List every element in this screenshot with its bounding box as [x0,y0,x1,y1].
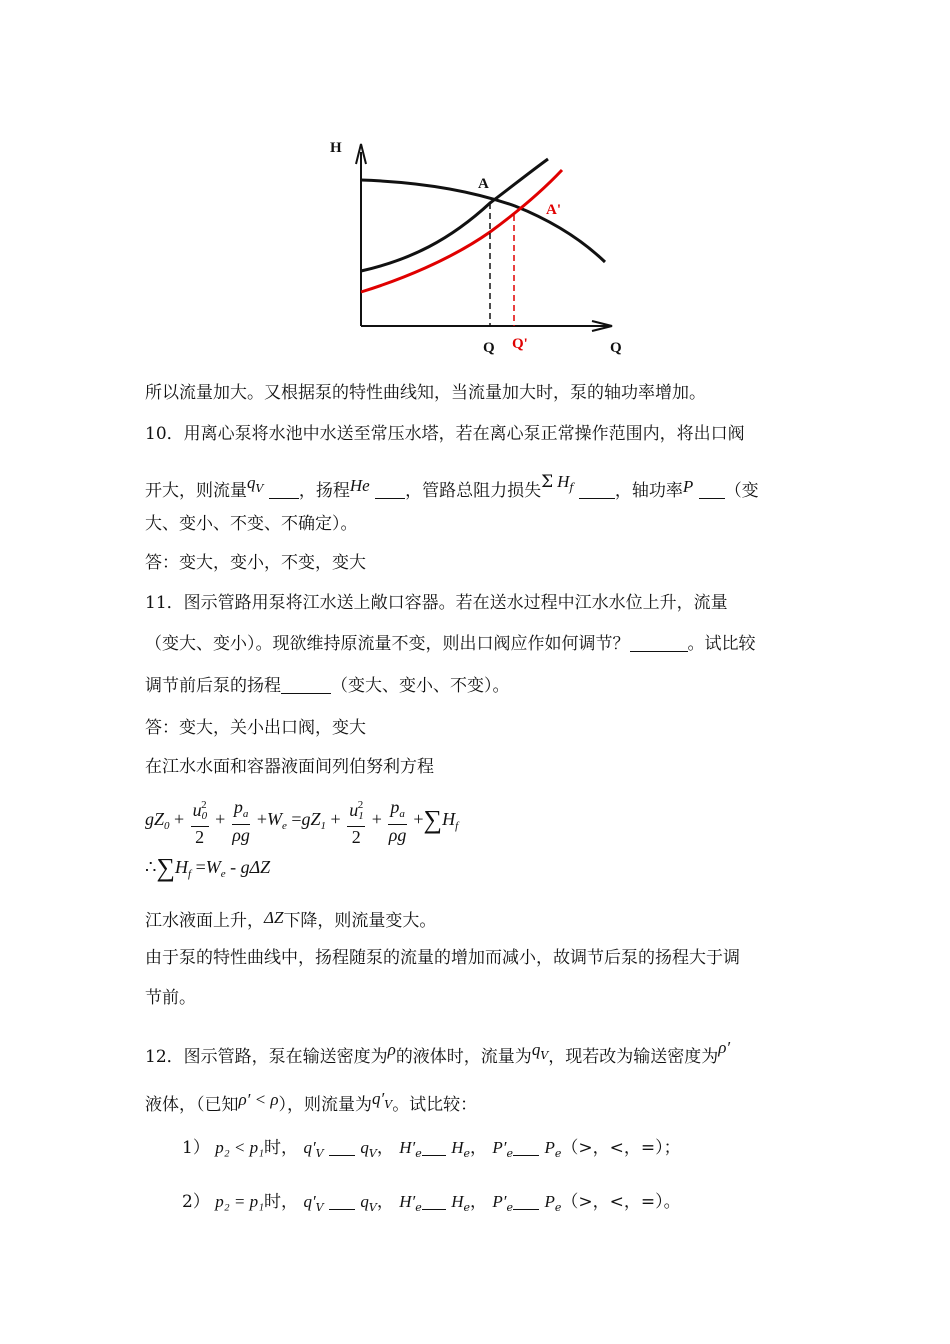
he: H [451,1192,464,1211]
eq-gz1: gZ [301,809,321,830]
pressure-condition: p₂ < p₁ [215,1138,265,1157]
blank-head-compare[interactable] [281,677,331,694]
dz-symbol: ΔZ [264,908,284,927]
hf-symbol: H [557,472,570,491]
eq-sub: f [188,868,192,880]
eq-rho-g: ρg [388,825,407,845]
q10-text: ，管路总阻力损失 [405,481,542,501]
q11-line2 [145,632,756,656]
q12-text: 的液体时，流量为 [395,1047,532,1067]
q12-line2 [145,1087,477,1117]
bernoulli-equation [145,795,458,847]
blank-case2-power[interactable] [513,1193,539,1210]
eq-p: p [233,797,243,817]
qv-symbol: q [247,473,256,492]
paragraph-conclusion: 所以流量加大。又根据泵的特性曲线知，当流量加大时，泵的轴功率增加。 [145,383,706,403]
q10-text: （变 [724,481,759,501]
qv: q [360,1138,369,1157]
eq-frac-pa2 [388,797,407,845]
eq-plus: + [174,809,185,830]
blank-head[interactable] [375,482,405,499]
blank-valve[interactable] [630,635,688,652]
q12-text: （>，<，=）。 [561,1192,681,1212]
q12-case1 [182,1136,681,1166]
blank-case1-power[interactable] [513,1139,539,1156]
eq-u: u [192,800,202,820]
eq-rho-g: ρg [232,825,250,845]
eq-sub: a [399,808,405,820]
q12-text: 时， [264,1192,299,1212]
pipe-curve-new [361,170,562,292]
eq-sigma: ∑ [423,805,443,835]
sub: V [315,1201,324,1214]
sub: e [506,1147,514,1160]
he-symbol: He [349,476,370,495]
blank-flow[interactable] [269,482,299,499]
q11-after2: 由于泵的特性曲线中，扬程随泵的流量的增加而减小，故调节后泵的扬程大于调 [145,948,740,968]
rho-symbol: ρ [387,1040,396,1059]
blank-case1-flow[interactable] [329,1139,355,1156]
eq-plus: + [330,809,341,830]
eq-sub: e [281,820,287,833]
blank-case1-head[interactable] [422,1139,446,1156]
eq-sub: 1 [320,820,327,833]
point-a-label: A [478,176,489,192]
blank-loss[interactable] [579,482,615,499]
q11-text: 江水液面上升， [145,911,264,931]
q12-text: ，现若改为输送密度为 [548,1047,719,1067]
sub: e [506,1201,514,1214]
qv-subscript: V [540,1049,549,1062]
q10-text: ，扬程 [298,481,350,501]
he-prime: H′ [399,1138,416,1157]
eq-gz0: gZ [145,809,165,830]
comma: ， [470,1192,487,1212]
qv-symbol: q [531,1040,541,1059]
sub: e [415,1147,422,1160]
q12-text: （>，<，=）； [561,1138,681,1158]
p-symbol: P [682,477,694,496]
eq-sup: 2 [201,799,207,811]
eq-sub: a [242,808,249,820]
hf-subscript: f [569,481,574,494]
q11-after3: 节前。 [145,988,196,1008]
rho-prime-symbol: ρ′ [718,1038,731,1057]
q11-text: 调节前后泵的扬程 [145,676,281,696]
q-prime-tick-label: Q' [512,336,528,352]
eq-plus: + [413,809,424,830]
eq-sub: 0 [201,810,208,822]
sigma-symbol: Σ [541,472,554,492]
eq-plus: + [215,809,226,830]
eq-gdz: gΔZ [240,857,271,877]
q12-text: 12．图示管路，泵在输送密度为 [145,1047,388,1067]
blank-power[interactable] [699,482,725,499]
eq-w: W [205,857,221,877]
pressure-condition: p₂ = p₁ [215,1192,265,1211]
eq-sub: 1 [358,810,364,822]
q11-after1 [145,906,436,933]
blank-case2-head[interactable] [422,1193,446,1210]
qv: q [360,1192,369,1211]
q11-line3 [145,674,510,698]
sub: e [463,1201,470,1214]
q12-text: 时， [264,1138,299,1158]
sub: e [463,1147,470,1160]
comma: ， [470,1138,487,1158]
eq-h: H [442,809,456,830]
eq-frac-pa [232,797,251,845]
q10-line1: 10．用离心泵将水池中水送至常压水塔，若在离心泵正常操作范围内，将出口阀 [145,424,745,444]
qv-subscript: V [384,1098,393,1111]
q11-text: （变大、变小、不变）。 [331,676,510,696]
density-condition: ρ′ < ρ [238,1090,279,1109]
eq-therefore: ∴ [145,857,157,877]
eq-two: 2 [351,827,361,847]
blank-case2-flow[interactable] [329,1193,355,1210]
q12-text: ），则流量为 [278,1095,373,1115]
bernoulli-intro: 在江水水面和容器液面间列伯努利方程 [145,757,434,777]
sub: V [368,1147,377,1160]
y-axis-label: H [330,140,342,156]
eq-frac-u1 [347,795,365,847]
he: H [451,1138,464,1157]
eq-u: u [349,800,359,820]
pump-he-curve [361,180,605,262]
qv-prime-symbol: q′ [372,1089,385,1108]
he-prime: H′ [399,1192,416,1211]
point-a-prime-label: A' [546,202,561,218]
x-axis-label: Q [610,340,622,356]
eq-equals: = [195,857,206,877]
qv-prime: q′ [303,1192,316,1211]
pe: P [544,1192,555,1211]
eq-two: 2 [195,827,205,847]
q12-text: 液体，（已知 [145,1095,239,1115]
q10-text: ，轴功率 [614,481,683,501]
q10-text: 开大，则流量 [145,481,247,501]
q12-line1 [145,1036,730,1069]
eq-sub: f [455,820,459,833]
eq-h: H [175,857,188,877]
q-tick-label: Q [483,340,495,356]
eq-sub: 0 [164,820,170,833]
case-label: 2） [182,1192,210,1212]
pe: P [544,1138,555,1157]
eq-plus: + [371,809,382,830]
pe-prime: P′ [492,1138,507,1157]
qv-prime: q′ [303,1138,316,1157]
comma: ， [376,1138,394,1158]
q12-text: 。试比较： [392,1095,478,1115]
sub: e [554,1147,562,1160]
q11-text: 。试比较 [687,634,756,654]
comma: ， [376,1192,394,1212]
eq-equals: = [291,809,302,830]
eq-w: W [266,809,282,830]
pe-prime: P′ [492,1192,507,1211]
q12-case2 [182,1190,681,1220]
therefore-equation [145,853,270,883]
q11-line1: 11．图示管路用泵将江水送上敞口容器。若在送水过程中江水水位上升，流量 [145,593,728,613]
sub: V [368,1201,377,1214]
q11-answer: 答：变大，关小出口阀，变大 [145,718,366,738]
eq-frac-u0 [191,795,209,847]
sub: e [415,1201,422,1214]
q10-answer: 答：变大，变小，不变，变大 [145,553,366,573]
sub: V [315,1147,324,1160]
sub: e [554,1201,562,1214]
qv-subscript: V [255,482,264,495]
eq-p: p [390,797,400,817]
q11-text: （变大、变小）。现欲维持原流量不变，则出口阀应作如何调节？ [145,634,630,654]
eq-sigma: ∑ [156,853,175,882]
eq-plus: + [256,809,267,830]
q10-line2 [145,470,759,503]
case-label: 1） [182,1138,210,1158]
eq-minus: - [230,857,237,877]
eq-sup: 2 [357,799,364,811]
q10-line3: 大、变小、不变、不确定）。 [145,514,358,534]
eq-sub: e [220,868,226,880]
pump-curve-figure [320,130,640,360]
q11-text: 下降，则流量变大。 [283,911,437,931]
